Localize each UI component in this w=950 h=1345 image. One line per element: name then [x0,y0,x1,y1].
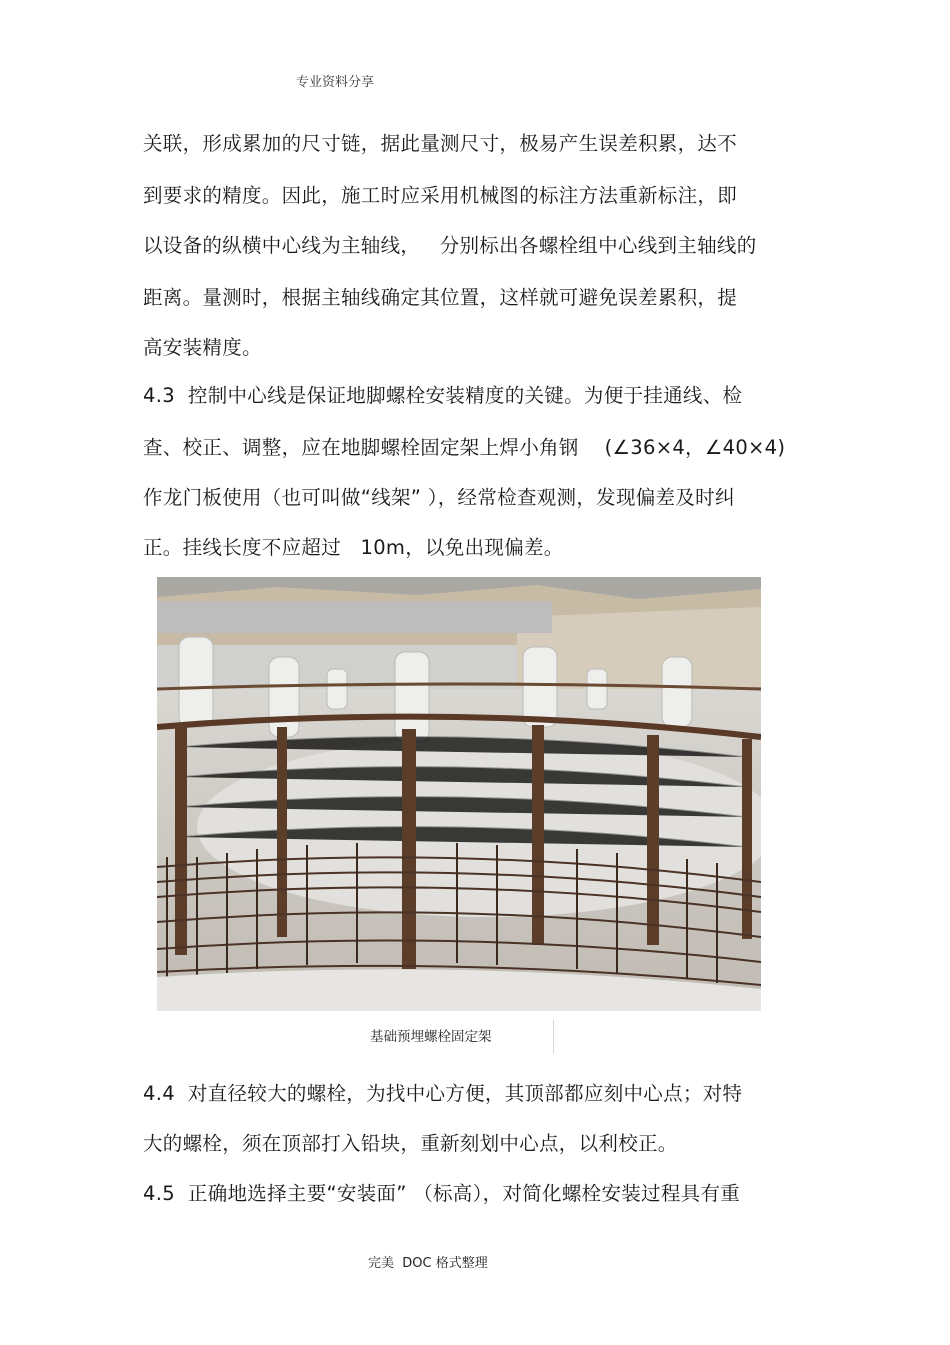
section-4-3-line-2: 查、校正、调整，应在地脚螺栓固定架上焊小角钢 (∠36×4，∠40×4) [143,436,786,459]
page-header: 专业资料分享 [296,75,375,90]
paragraph-line-3: 以设备的纵横中心线为主轴线， 分别标出各螺栓组中心线到主轴线的 [143,234,757,257]
anchor-bolt-frame-photo [157,577,761,1011]
paragraph-line-5: 高安装精度。 [143,336,262,359]
page-footer: 完美 DOC 格式整理 [368,1256,488,1271]
paragraph-line-4: 距离。量测时，根据主轴线确定其位置，这样就可避免误差累积，提 [143,286,738,309]
paragraph-line-2: 到要求的精度。因此，施工时应采用机械图的标注方法重新标注，即 [143,184,738,207]
section-4-3-line-1: 4.3 控制中心线是保证地脚螺栓安装精度的关键。为便于挂通线、检 [143,384,743,407]
section-4-3-line-3: 作龙门板使用（也可叫做“线架” ），经常检查观测，发现偏差及时纠 [143,486,735,509]
paragraph-line-1: 关联，形成累加的尺寸链，据此量测尺寸，极易产生误差积累，达不 [143,132,738,155]
section-4-4-line-1: 4.4 对直径较大的螺栓，为找中心方便，其顶部都应刻中心点；对特 [143,1082,743,1105]
section-4-4-line-2: 大的螺栓，须在顶部打入铅块，重新刻划中心点，以利校正。 [143,1132,678,1155]
section-4-5-line-1: 4.5 正确地选择主要“安装面” （标高），对简化螺栓安装过程具有重 [143,1182,741,1205]
figure-caption: 基础预埋螺栓固定架 [370,1029,492,1045]
section-4-3-line-4: 正。挂线长度不应超过 10m，以免出现偏差。 [143,536,564,559]
column-divider [553,1020,554,1054]
